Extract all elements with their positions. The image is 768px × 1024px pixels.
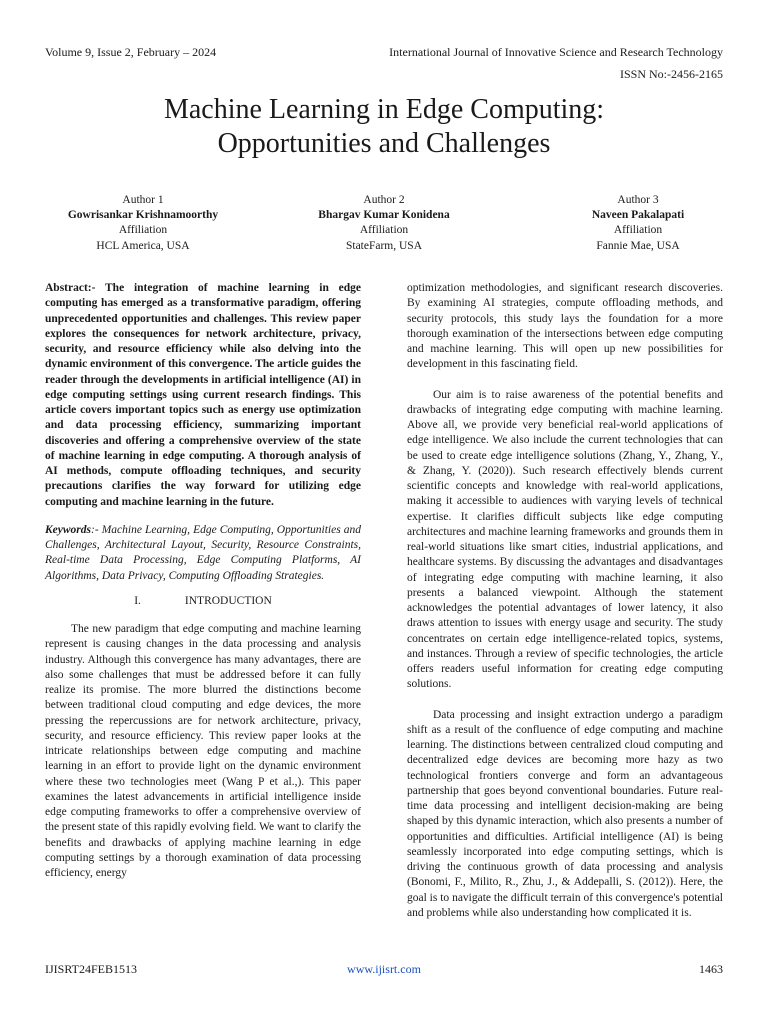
author-block-3 [528, 193, 748, 254]
author-affiliation: Affiliation [359, 224, 409, 237]
header-journal: International Journal of Innovative Science and Research Technology [389, 45, 723, 59]
keywords-text: :- Machine Learning, Edge Computing, Opportunities and Challenges, Architectural Layout, Security, Resource Constraints, Real-time Data Processing, Edge Computing Platforms, AI Algorithms, Data Privacy, Computing Offloading Strategies. [45, 523, 361, 582]
section-number: I. [134, 594, 141, 607]
section-heading [45, 594, 361, 609]
author-affiliation: Affiliation [118, 224, 168, 237]
intro-paragraph-3: Data processing and insight extraction undergo a paradigm shift as a result of the confluence of edge computing and machine learning. The distinctions between centralized cloud computing and decentralized edge devices are becoming more hazy as two technological frontiers converge and form an advantageous partnership that goes beyond conventional boundaries. Future real-time data processing and intelligent decision-making are being shaped by this dynamic interaction, which also presents a number of opportunities and difficulties. Artificial intelligence (AI) is being seamlessly incorporated into edge computing settings, which is driving the continuous growth of data processing and analysis (Bonomi, F., Milito, R., Zhu, J., & Addepalli, S. (2012)). Here, the goal is to navigate the difficult terrain of this convergence's potential and problems while also understanding how complicated it is. [407, 708, 723, 919]
paper-title [0, 93, 768, 161]
author-org: HCL America, USA [96, 239, 190, 252]
right-column [407, 281, 723, 921]
footer-page-number: 1463 [699, 962, 723, 976]
author-name: Gowrisankar Krishnamoorthy [67, 209, 219, 222]
paper-title-line1: Machine Learning in Edge Computing: [163, 94, 605, 125]
keywords [45, 523, 361, 584]
header-volume: Volume 9, Issue 2, February – 2024 [45, 45, 217, 59]
footer-paper-code: IJISRT24FEB1513 [45, 962, 137, 976]
footer-url-link[interactable]: www.ijisrt.com [347, 962, 421, 976]
abstract-text: Abstract:- The integration of machine learning in edge computing has emerged as a transformative paradigm, offering unprecedented opportunities and challenges. This review paper explores the consequences for network architecture, privacy, security, and resource efficiency while also delving into the dynamic environment of this convergence. The article guides the reader through the developments in artificial intelligence (AI) in edge computing settings using current research findings. This article covers important topics such as energy use optimization and data processing efficiency, summarizing important discoveries and offering a comprehensive overview of the state of machine learning in edge computing. A thorough analysis of AI methods, compute offloading techniques, and security precautions clarifies the way forward for utilizing edge computing and machine learning in the future. [45, 282, 361, 508]
intro-paragraph-1: The new paradigm that edge computing and machine learning represent is causing changes in the data processing and analysis industry. Although this convergence has many advantages, there are also some challenges that must be addressed before it can fully realize its promise. The more blurred the distinctions become between traditional cloud computing and edge devices, the more pressing the repercussions are for network architecture, privacy, security, and resource efficiency. This review paper looks at the intricate relationships between edge computing and machine learning in an effort to provide light on the dynamic environment where these two technologies meet (Wang P et al.,). This paper examines the latest advancements in artificial intelligence inside edge computing frameworks to offer a comprehensive overview of the present state of this rapidly evolving field. We want to clarify the benefits and drawbacks of applying machine learning in edge computing settings by a thorough examination of data processing efficiency, energy [45, 623, 361, 879]
header-issn: ISSN No:-2456-2165 [619, 67, 723, 81]
author-label: Author 1 [122, 194, 164, 206]
intro-paragraph-2: Our aim is to raise awareness of the potential benefits and drawbacks of integrating edge computing with machine learning. Above all, we provide very beneficial real-world applications of edge intelligence. We also include the current technologies that can be used to create edge intelligence solutions (Zhang, Y., Zhang, Y., & Zhang, Y. (2020)). Such research effectively blends current scientific concepts and knowledge with real-world applications, making it accessible to audiences with varying levels of technical expertise. It clarifies difficult subjects like edge computing architectures and machine learning frameworks and grounds them in real-world situations like smart cities, industrial applications, and healthcare systems. By discussing the advantages and disadvantages of integrating edge computing with machine learning, it also presents a balanced viewpoint. Although the statement acknowledges the potential advantages of lower latency, it also draws attention to issues with energy usage and security. The study concentrates on certain edge intelligence-related topics, systems, and instances. Through a review of specific technologies, the article offers readers useful information for creating edge computing solutions. [407, 388, 723, 691]
section-title: INTRODUCTION [184, 594, 272, 607]
left-column [45, 281, 361, 881]
paper-title-line2: Opportunities and Challenges [217, 128, 551, 159]
author-org: StateFarm, USA [345, 239, 423, 252]
author-block-1 [33, 193, 253, 254]
author-label: Author 2 [363, 194, 405, 206]
author-block-2 [274, 193, 494, 254]
author-label: Author 3 [617, 194, 659, 206]
author-name: Naveen Pakalapati [591, 209, 685, 222]
author-org: Fannie Mae, USA [596, 239, 680, 252]
author-name: Bhargav Kumar Konidena [318, 209, 450, 222]
intro-paragraph-1-continued: optimization methodologies, and significant research discoveries. By examining AI strategies, compute offloading methods, and security protocols, this study lays the foundation for a more thorough examination of the intersections between edge computing and machine learning. This will open up new possibilities for development in this fascinating field. [407, 282, 723, 371]
keywords-label: Keywords [45, 523, 91, 536]
author-affiliation: Affiliation [613, 224, 663, 237]
